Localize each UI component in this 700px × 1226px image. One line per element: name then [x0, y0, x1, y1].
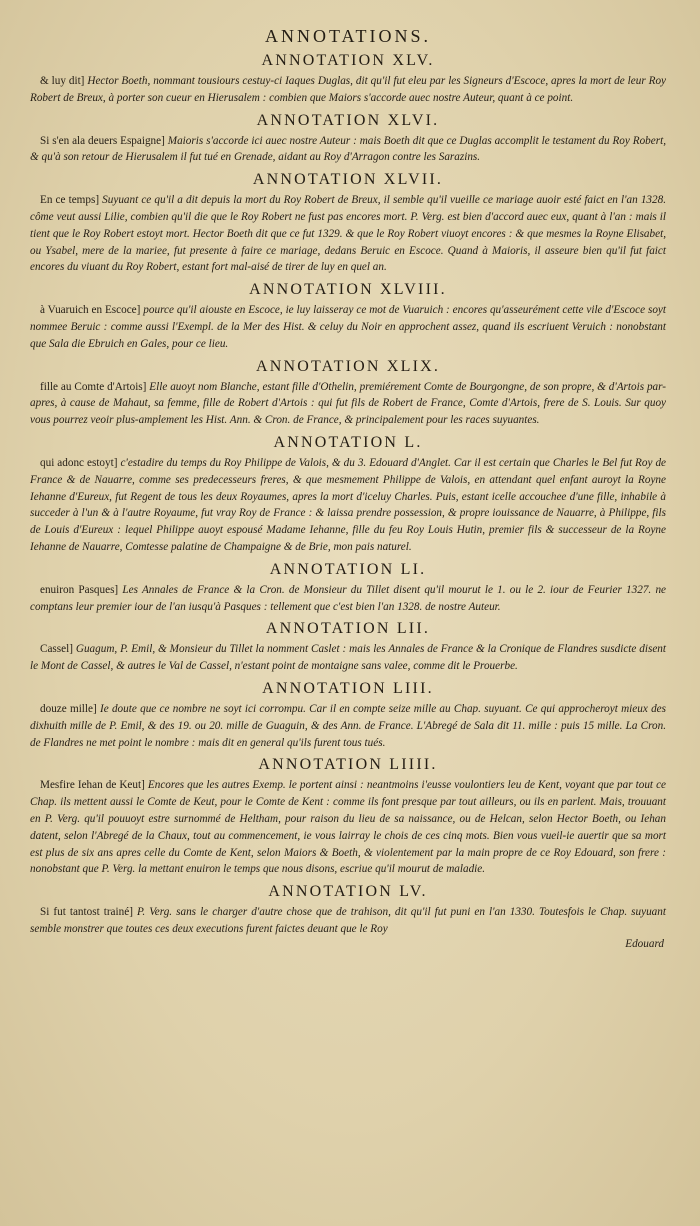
annotation-gloss: Ie doute que ce nombre ne soyt ici corrompu. Car il en compte seize mille au Chap. suyuant. Ce qui approcheroyt mieux des dixhuith mille de P. Emil, & des 19. ou 20. mille de Guaguin, & des Ann. de France. L'Abregé de Sala dit 11. mille : puis 15 mille. La Cron. de Flandres ne met point le nombre : mais dit en general qu'ils furent tous tués. [30, 702, 666, 749]
annotation-text [30, 192, 666, 276]
annotation-lii [30, 619, 666, 675]
annotation-gloss: pource qu'il aiouste en Escoce, ie luy laisseray ce mot de Vuaruich : encores qu'asseurément cette vile d'Escoce soyt nommee Beruic : comme aussi l'Exempl. de la Mer des Hist. & celuy du Noir en approchent assez, quand ils escriuent Veruich : nonobstant que Sala die Ebruich en Gales, pour ce lieu. [30, 304, 666, 350]
annotation-xlviii [30, 280, 666, 352]
annotation-gloss: Hector Boeth, nommant tousiours cestuy-ci Iaques Duglas, dit qu'il fut eleu par les Signeurs d'Escoce, apres la mort de leur Roy Robert de Breux, à porter son cueur en Hierusalem : combien que Maiors s'accorde auec nostre Auteur, quant à ce point. [30, 75, 667, 104]
annotation-heading: ANNOTATION LIIII. [258, 756, 438, 774]
annotation-heading: ANNOTATION XLVI. [256, 111, 440, 129]
annotation-lemma: Cassel] [40, 643, 73, 656]
running-head: ANNOTATIONS. [264, 26, 432, 46]
annotation-liii [30, 679, 666, 751]
annotation-heading: ANNOTATION LV. [268, 883, 428, 901]
annotation-heading: ANNOTATION XLV. [261, 52, 435, 69]
annotation-text [30, 904, 666, 938]
annotation-text [30, 379, 666, 429]
annotation-gloss: c'estadire du temps du Roy Philippe de Valois, & du 3. Edouard d'Anglet. Car il est certain que Charles le Bel fut Roy de France & de Nauarre, comme ses predecesseurs freres, & que mesmement Philippe de Valois, en attendant quel enfant auroyt la Royne Iehanne d'Eureux, fut Regent de tous les deux Royaumes, apres la mort d'iceluy Charles. Puis, estant icelle accouchee d'une fille, inhabile à succeder à l'un & à l'autre Royaume, fut vray Roy de France : & laissa prendre possession, & propre iouissance de Nauarre, à Philippe, fils de Louis d'Eureux : lequel Philippe auoyt espousé Madame Iehanne, fille du feu Roy Louis Hutin, premier fils & successeur de la Royne Iehanne de Nauarre, Comtesse palatine de Champaigne & de Brie, mon pais naturel. [30, 456, 666, 553]
annotation-heading: ANNOTATION XLIX. [255, 357, 441, 375]
annotation-gloss: Les Annales de France & la Cron. de Monsieur du Tillet disent qu'il mourut le 1. ou le 2. iour de Feurier 1327. ne comptans leur premier iour de l'an iusqu'à Pasques : tellement que c'est bien l'an 1328. de nostre Auteur. [30, 583, 667, 613]
annotation-gloss: Guagum, P. Emil, & Monsieur du Tillet la nomment Caslet : mais les Annales de France & la Cronique de Flandres susdicte disent le Mont de Cassel, & autres le Val de Cassel, n'estant point de montaigne sans valee, comme dit le Prouerbe. [30, 643, 667, 673]
annotation-text [30, 455, 666, 556]
annotation-text [30, 777, 666, 878]
annotation-lemma: qui adonc estoyt] [40, 456, 118, 469]
annotation-lemma: Si fut tantost trainé] [40, 906, 133, 919]
annotation-xlvi [30, 111, 666, 167]
annotation-gloss: Encores que les autres Exemp. le portent ainsi : neantmoins i'eusse voulontiers leu de Kent, voyant que par tout ce Chap. ils mettent aussi le Comte de Keut, pour le Comte de Kent : comme ils font presque par tout ailleurs, ou ils en parlent. Mais, trouuant en P. Verg. qu'il pouuoyt estre surnommé de Heltham, pour raison du lieu de sa naissance, ou de Helcan, selon Hector Boeth, ou Iehan datent, selon l'Abregé de la Chaux, tout au commencement, ie vous lairray le chois de ces cinq mots. Bien vous vueil-ie auertir que sa mort est plus de six ans apres celle du Comte de Kent, selon Maiors & Boeth, & violentement par la main propre de ce Roy Edouard, son frere : nonobstant que P. Verg. la mettant enuiron le temps que nous disons, escriue qu'il mourut de maladie. [30, 779, 667, 876]
annotation-heading: ANNOTATION L. [273, 433, 423, 451]
annotation-text [30, 582, 666, 616]
annotation-lv [30, 882, 666, 938]
annotation-xlvii [30, 170, 666, 276]
annotation-lemma: Mesfire Iehan de Keut] [40, 779, 145, 792]
catchword: Edouard [625, 937, 664, 950]
annotation-text [30, 701, 666, 751]
annotation-lemma: Si s'en ala deuers Espaigne] [40, 134, 165, 147]
annotation-gloss: Maioris s'accorde ici auec nostre Auteur : mais Boeth dit que ce Duglas accomplit le testament du Roy Robert, & qu'à son retour de Hierusalem il fut tué en Grenade, aidant au Roy d'Arragon contre les Sarazins. [30, 134, 666, 164]
annotation-lemma: enuiron Pasques] [40, 583, 119, 596]
annotation-lemma: fille au Comte d'Artois] [40, 380, 147, 393]
annotation-heading: ANNOTATION XLVIII. [249, 281, 447, 299]
annotation-gloss: Elle auoyt nom Blanche, estant fille d'Othelin, premiérement Comte de Bourgongne, de son propre, & d'Artois par-apres, à cause de Mahaut, sa femme, fille de Robert d'Artois : qui fut fils de Robert de France, Comte d'Artois, frere de S. Louis. Sur quoy vous pourrez veoir plus-amplement les Hist. Ann. & Cron. de France, & principalement pour les races suyuantes. [30, 380, 666, 427]
annotation-gloss: Suyuant ce qu'il a dit depuis la mort du Roy Robert de Breux, il semble qu'il vueille ce mariage auoir esté faict en l'an 1328. côme veut aussi Lilie, combien qu'il die que le Roy Robert ne fust pas encores mort. P. Verg. est bien d'accord auec eux, quant à l'an : mais il tient que le Roy Robert estoyt mort. Hector Boeth dit que ce fut 1329. & que le Roy Robert viuoyt encores : & que mesmes la Royne Elisabet, ou Ysabel, mere de la mariee, fut presente à faire ce mariage, dedans Beruic en Escoce. Quand à Maioris, il asseure bien qu'il fut faict encores du viuant du Roy Robert, estant fort mal-aisé de tirer de luy en quel an. [30, 194, 666, 274]
annotation-li [30, 560, 666, 616]
annotation-text [30, 73, 666, 107]
annotation-text [30, 302, 666, 352]
annotation-liiii [30, 755, 666, 878]
annotation-text [30, 641, 666, 675]
annotation-heading: ANNOTATION XLVII. [252, 171, 444, 189]
annotation-heading: ANNOTATION LIII. [262, 679, 434, 697]
annotation-lemma: En ce temps] [40, 194, 100, 207]
annotation-l [30, 433, 666, 556]
annotation-gloss: P. Verg. sans le charger d'autre chose que de trahison, dit qu'il fut puni en l'an 1330. Toutesfois le Chap. suyuant semble monstrer que toutes ces deux executions furent faictes deuant que le Roy [30, 906, 666, 935]
annotation-lemma: douze mille] [40, 702, 97, 715]
annotation-text [30, 133, 666, 167]
annotation-lemma: & luy dit] [40, 75, 85, 87]
annotation-xlix [30, 357, 666, 429]
annotation-lemma: à Vuaruich en Escoce] [40, 304, 141, 317]
annotation-heading: ANNOTATION LI. [269, 560, 427, 578]
annotation-heading: ANNOTATION LII. [265, 620, 431, 638]
annotation-xlv [30, 51, 666, 107]
